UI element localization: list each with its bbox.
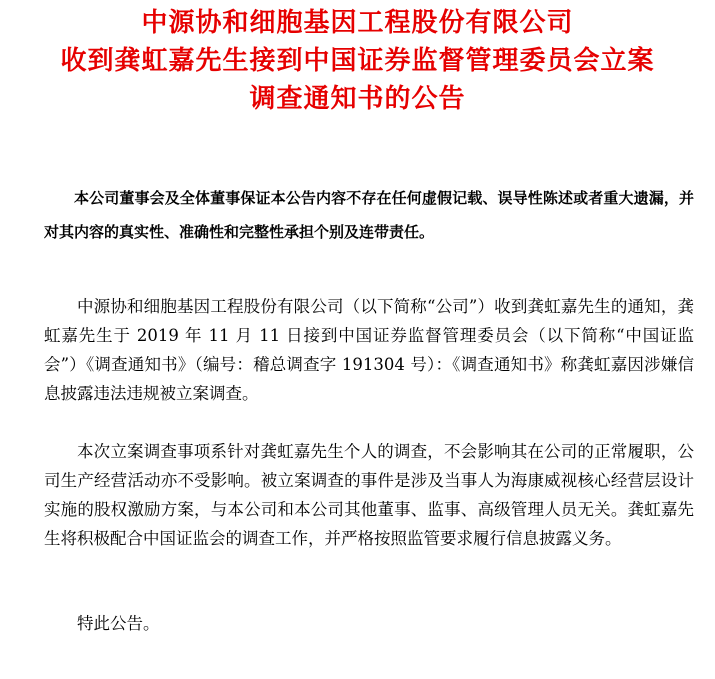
paragraph-notice: 中源协和细胞基因工程股份有限公司（以下简称“公司”）收到龚虹嘉先生的通知，龚虹嘉先生于 2019 年 11 月 11 日接到中国证券监督管理委员会（以下简称“中国证监会”）《调查通知书》（编号：稽总调查字 191304 号）：《调查通知书》称龚虹嘉因涉嫌信息披露违法违规被立案调查。 (44, 297, 694, 403)
board-disclaimer: 本公司董事会及全体董事保证本公告内容不存在任何虚假记载、误导性陈述或者重大遗漏，并对其内容的真实性、准确性和完整性承担个别及连带责任。 (44, 189, 694, 241)
title-company: 中源协和细胞基因工程股份有限公司 (141, 8, 574, 38)
closing-statement: 特此公告。 (77, 614, 160, 633)
title-block (0, 4, 715, 118)
title-doc-type: 调查通知书的公告 (249, 84, 466, 114)
title-subject: 收到龚虹嘉先生接到中国证券监督管理委员会立案 (60, 46, 655, 76)
paragraph-impact: 本次立案调查事项系针对龚虹嘉先生个人的调查，不会影响其在公司的正常履职，公司生产经营活动亦不受影响。被立案调查的事件是涉及当事人为海康威视核心经营层设计实施的股权激励方案，与本公司和本公司其他董事、监事、高级管理人员无关。龚虹嘉先生将积极配合中国证监会的调查工作，并严格按照监管要求履行信息披露义务。 (44, 442, 694, 548)
